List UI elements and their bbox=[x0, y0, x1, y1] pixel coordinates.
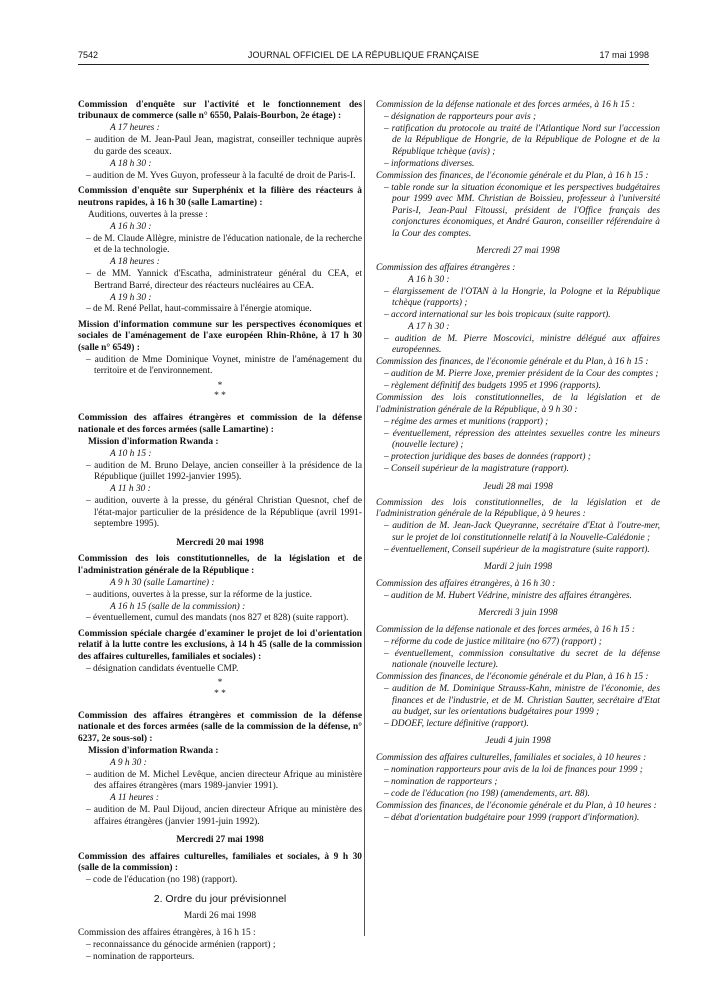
separator-stars: * * bbox=[214, 688, 226, 699]
committee-heading: Commission des affaires culturelles, familiales et sociales, à 10 heures : bbox=[376, 752, 647, 763]
session-time: A 18 h 30 : bbox=[110, 158, 152, 169]
committee-heading: Commission de la défense nationale et des forces armées, à 16 h 15 : bbox=[376, 624, 635, 635]
date-heading: Jeudi 28 mai 1998 bbox=[483, 481, 553, 492]
agenda-item: – audition de M. Pierre Moscovici, ministre délégué aux affaires européennes. bbox=[384, 333, 660, 356]
agenda-item: – éventuellement, cumul des mandats (nos 827 et 828) (suite rapport). bbox=[86, 613, 349, 624]
date-heading: Mardi 26 mai 1998 bbox=[183, 911, 257, 922]
section-title: 2. Ordre du jour prévisionnel bbox=[153, 892, 287, 905]
committee-heading: Commission des affaires étrangères et commission de la défense nationale et des forces armées (salle Lamartine) : bbox=[78, 413, 362, 435]
issue-date: 17 mai 1998 bbox=[599, 50, 649, 60]
agenda-item: – de MM. Yannick d'Escatha, administrateur général du CEA, et Bertrand Barré, directeur des réacteurs nucléaires au CEA. bbox=[86, 269, 362, 291]
agenda-item: – régime des armes et munitions (rapport) ; bbox=[384, 416, 549, 427]
session-time: A 16 h 30 : bbox=[408, 274, 450, 285]
agenda-item: – élargissement de l'OTAN à la Hongrie, la Pologne et la République tchèque (rapports) ; bbox=[384, 286, 660, 308]
page-number: 7542 bbox=[78, 50, 99, 60]
agenda-item: – éventuellement, commission consultative du secret de la défense nationale (nouvelle lecture). bbox=[384, 648, 660, 671]
session-time: A 9 h 30 : bbox=[110, 757, 147, 768]
agenda-item: – règlement définitif des budgets 1995 et 1996 (rapports). bbox=[384, 381, 601, 392]
mission-heading: Mission d'information Rwanda : bbox=[88, 745, 219, 756]
agenda-item: – DDOEF, lecture définitive (rapport). bbox=[384, 718, 529, 729]
date-heading: Jeudi 4 juin 1998 bbox=[485, 736, 551, 747]
section-separator bbox=[78, 678, 362, 699]
session-note: Auditions, ouvertes à la presse : bbox=[88, 209, 208, 220]
separator-stars: * * bbox=[214, 391, 226, 402]
session-time: A 18 heures : bbox=[110, 257, 160, 268]
agenda-item: – audition de M. Pierre Joxe, premier président de la Cour des comptes ; bbox=[384, 369, 659, 380]
agenda-item: – audition de M. Michel Levêque, ancien directeur Afrique au ministère des affaires étrangères (mars 1989-janvier 1991). bbox=[86, 769, 362, 792]
session-time: A 19 h 30 : bbox=[110, 292, 152, 303]
committee-heading: Commission d'enquête sur l'activité et le fonctionnement des tribunaux de commerce (salle n° 6550, Palais-Bourbon, 2e étage) : bbox=[78, 100, 362, 122]
agenda-item: – code de l'éducation (no 198) (rapport). bbox=[86, 875, 238, 886]
committee-heading: Commission des finances, de l'économie générale et du Plan, à 16 h 15 : bbox=[376, 170, 649, 181]
agenda-item: – désignation de rapporteurs pour avis ; bbox=[384, 111, 537, 122]
agenda-item: – audition de M. Jean-Paul Jean, magistrat, conseiller technique auprès du garde des sceaux. bbox=[86, 135, 362, 157]
session-time: A 17 h 30 : bbox=[408, 321, 450, 332]
agenda-item: – nomination de rapporteurs. bbox=[86, 951, 195, 962]
mission-heading: Mission d'information Rwanda : bbox=[88, 436, 219, 447]
committee-heading: Commission d'enquête sur Superphénix et la filière des réacteurs à neutrons rapides, à 16 h 30 (salle Lamartine) : bbox=[78, 186, 362, 208]
agenda-item: – audition de M. Jean-Jack Queyranne, secrétaire d'Etat à l'outre-mer, sur le projet de loi constitutionnelle relatif à la Nouvelle-Calédonie ; bbox=[384, 521, 660, 543]
agenda-item: – Conseil supérieur de la magistrature (rapport). bbox=[384, 464, 569, 475]
committee-heading: Commission des lois constitutionnelles, de la législation et de l'administration générale de la République, à 9 h 30 : bbox=[376, 393, 660, 415]
agenda-item: – nomination rapporteurs pour avis de la loi de finances pour 1999 ; bbox=[384, 764, 643, 775]
date-heading: Mercredi 3 juin 1998 bbox=[478, 608, 558, 619]
agenda-item: – éventuellement, Conseil supérieur de la magistrature (suite rapport). bbox=[384, 544, 650, 555]
separator-star: * bbox=[217, 678, 223, 689]
agenda-item: – ratification du protocole au traité de l'Atlantique Nord sur l'accession de la République de Hongrie, de la République de Pologne et de la République tchèque (avis) ; bbox=[384, 123, 660, 157]
committee-heading: Commission des affaires étrangères, à 16 h 30 : bbox=[376, 578, 556, 589]
session-time: A 11 h 30 : bbox=[110, 484, 151, 495]
committee-heading: Commission des affaires étrangères : bbox=[376, 262, 516, 273]
agenda-item: – éventuellement, répression des atteintes sexuelles contre les mineurs (nouvelle lecture) ; bbox=[384, 428, 660, 451]
agenda-item: – table ronde sur la situation économique et les perspectives budgétaires pour 1999 avec MM. Christian de Boissieu, professeur à l'université Paris-I, Jean-Paul Fitoussi, président de l'Office français des conjonctures économiques, et André Gauron, conseiller référendaire à la Cour des comptes. bbox=[384, 182, 660, 239]
agenda-item: – reconnaissance du génocide arménien (rapport) ; bbox=[86, 939, 276, 950]
agenda-item: – débat d'orientation budgétaire pour 1999 (rapport d'information). bbox=[384, 812, 640, 823]
committee-heading: Commission des affaires étrangères, à 16 h 15 : bbox=[78, 927, 256, 938]
agenda-item: – protection juridique des bases de données (rapport) ; bbox=[384, 452, 591, 463]
agenda-item: – nomination de rapporteurs ; bbox=[384, 776, 498, 787]
separator-star: * bbox=[217, 380, 223, 391]
committee-heading: Commission spéciale chargée d'examiner le projet de loi d'orientation relatif à la lutte contre les exclusions, à 14 h 45 (salle de la commission des affaires culturelles, familiales et sociales) : bbox=[78, 628, 362, 662]
agenda-item: – audition de M. Dominique Strauss-Kahn, ministre de l'économie, des finances et de l'industrie, et de M. Christian Sautter, secrétaire d'Etat au budget, sur les orientations budgétaires pour 1999 ; bbox=[384, 684, 660, 717]
committee-heading: Commission des affaires étrangères et commission de la défense nationale et des forces armées (salle de la commission de la défense, n° 6237, 2e sous-sol) : bbox=[78, 711, 362, 744]
agenda-item: – code de l'éducation (no 198) (amendements, art. 88). bbox=[384, 788, 590, 799]
date-heading: Mercredi 20 mai 1998 bbox=[176, 537, 264, 548]
agenda-item: – audition de M. Hubert Védrine, ministre des affaires étrangères. bbox=[384, 590, 632, 601]
left-column bbox=[78, 100, 362, 964]
agenda-item: – audition, ouverte à la presse, du général Christian Quesnot, chef de l'état-major particulier de la présidence de la République (avril 1991-septembre 1995). bbox=[86, 496, 362, 530]
date-heading: Mardi 2 juin 1998 bbox=[483, 562, 553, 573]
agenda-item: – audition de M. Bruno Delaye, ancien conseiller à la présidence de la République (juillet 1992-janvier 1995). bbox=[86, 460, 362, 483]
committee-heading: Commission des lois constitutionnelles, de la législation et de l'administration générale de la République : bbox=[78, 554, 362, 576]
session-time: A 11 heures : bbox=[110, 793, 160, 804]
session-time: A 10 h 15 : bbox=[110, 448, 152, 459]
session-time: A 17 heures : bbox=[110, 123, 160, 134]
agenda-item: – audition de Mme Dominique Voynet, ministre de l'aménagement du territoire et de l'environnement. bbox=[86, 354, 362, 377]
agenda-item: – informations diverses. bbox=[384, 158, 475, 169]
committee-heading: Commission des affaires culturelles, familiales et sociales, à 9 h 30 (salle de la commission) : bbox=[78, 851, 362, 874]
session-time: A 9 h 30 (salle Lamartine) : bbox=[110, 577, 215, 588]
agenda-item: – accord international sur les bois tropicaux (suite rapport). bbox=[384, 309, 611, 320]
committee-heading: Mission d'information commune sur les perspectives économiques et sociales de l'aménagement de l'axe européen Rhin-Rhône, à 17 h 30 (salle n° 6549) : bbox=[78, 319, 362, 353]
agenda-item: – désignation candidats éventuelle CMP. bbox=[86, 663, 239, 674]
section-separator bbox=[78, 381, 362, 402]
committee-heading: Commission des finances, de l'économie générale et du Plan, à 10 heures : bbox=[376, 800, 657, 811]
session-time: A 16 h 15 (salle de la commission) : bbox=[110, 601, 246, 612]
agenda-item: – auditions, ouvertes à la presse, sur la réforme de la justice. bbox=[86, 589, 312, 600]
session-time: A 16 h 30 : bbox=[110, 221, 152, 232]
agenda-item: – de M. René Pellat, haut-commissaire à l'énergie atomique. bbox=[86, 304, 312, 315]
journal-title: JOURNAL OFFICIEL DE LA RÉPUBLIQUE FRANÇAISE bbox=[247, 50, 480, 60]
column-divider bbox=[364, 100, 365, 936]
committee-heading: Commission des finances, de l'économie générale et du Plan, à 16 h 15 : bbox=[376, 672, 649, 683]
date-heading: Mercredi 27 mai 1998 bbox=[176, 835, 264, 846]
right-column bbox=[376, 100, 660, 825]
agenda-item: – réforme du code de justice militaire (no 677) (rapport) ; bbox=[384, 636, 602, 647]
committee-heading: Commission des finances, de l'économie générale et du Plan, à 16 h 15 : bbox=[376, 357, 649, 368]
agenda-item: – audition de M. Yves Guyon, professeur à la faculté de droit de Paris-I. bbox=[86, 170, 356, 181]
page-header bbox=[78, 50, 649, 65]
date-heading: Mercredi 27 mai 1998 bbox=[476, 246, 560, 257]
committee-heading: Commission de la défense nationale et des forces armées, à 16 h 15 : bbox=[376, 100, 635, 110]
agenda-item: – audition de M. Paul Dijoud, ancien directeur Afrique au ministère des affaires étrangères (janvier 1991-juin 1992). bbox=[86, 805, 362, 827]
agenda-item: – de M. Claude Allègre, ministre de l'éducation nationale, de la recherche et de la technologie. bbox=[86, 233, 362, 256]
committee-heading: Commission des lois constitutionnelles, de la législation et de l'administration générale de la République, à 9 heures : bbox=[376, 498, 660, 520]
